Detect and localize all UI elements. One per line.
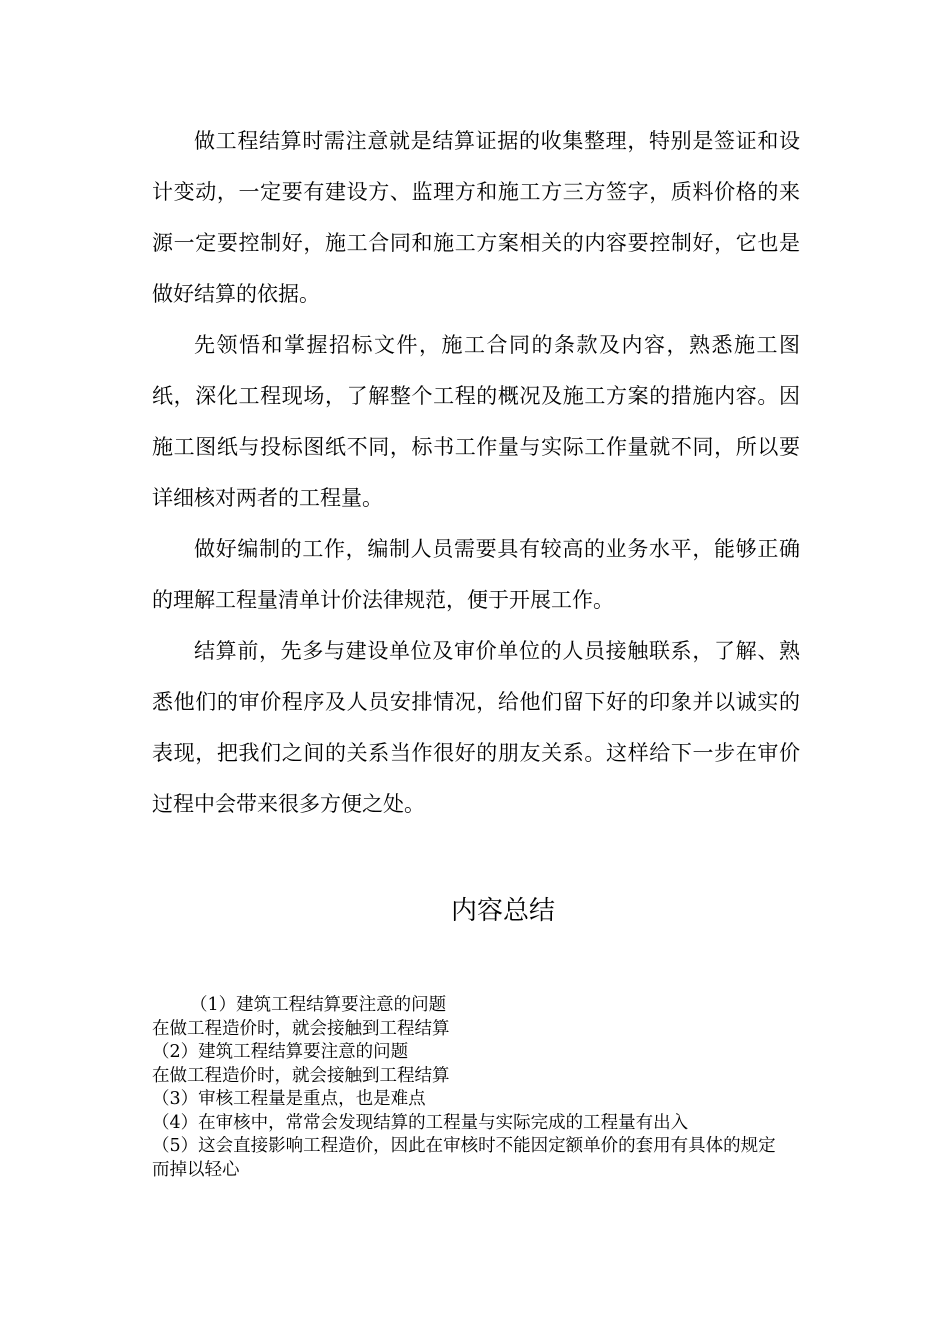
paragraph-2: 先领悟和掌握招标文件，施工合同的条款及内容，熟悉施工图纸，深化工程现场，了解整个工程的概况及施工方案的措施内容。因施工图纸与投标图纸不同，标书工作量与实际工作量就不同，所以要详细核对两者的工程量。: [152, 333, 800, 510]
body-text: [152, 116, 800, 830]
summary-line-1: （1）建筑工程结算要注意的问题: [190, 995, 447, 1015]
summary-line-7: （5）这会直接影响工程造价，因此在审核时不能因定额单价的套用有具体的规定而掉以轻心: [152, 1136, 776, 1180]
summary-line-5: （3）审核工程量是重点，也是难点: [152, 1089, 426, 1109]
paragraph-1: 做工程结算时需注意就是结算证据的收集整理，特别是签证和设计变动，一定要有建设方、监理方和施工方三方签字，质料价格的来源一定要控制好，施工合同和施工方案相关的内容要控制好，它也是做好结算的依据。: [152, 129, 800, 306]
paragraph-4: 结算前，先多与建设单位及审价单位的人员接触联系，了解、熟悉他们的审价程序及人员安排情况，给他们留下好的印象并以诚实的表现，把我们之间的关系当作很好的朋友关系。这样给下一步在审价过程中会带来很多方便之处。: [152, 639, 800, 816]
summary-title: 内容总结: [450, 896, 555, 926]
summary-list: [152, 994, 792, 1182]
paragraph-3: 做好编制的工作，编制人员需要具有较高的业务水平，能够正确的理解工程量清单计价法律规范，便于开展工作。: [152, 537, 800, 612]
summary-line-4: 在做工程造价时，就会接触到工程结算: [152, 1065, 450, 1086]
summary-line-2: 在做工程造价时，就会接触到工程结算: [152, 1018, 450, 1039]
summary-line-6: （4）在审核中，常常会发现结算的工程量与实际完成的工程量有出入: [152, 1112, 689, 1133]
summary-line-3: （2）建筑工程结算要注意的问题: [152, 1042, 409, 1062]
